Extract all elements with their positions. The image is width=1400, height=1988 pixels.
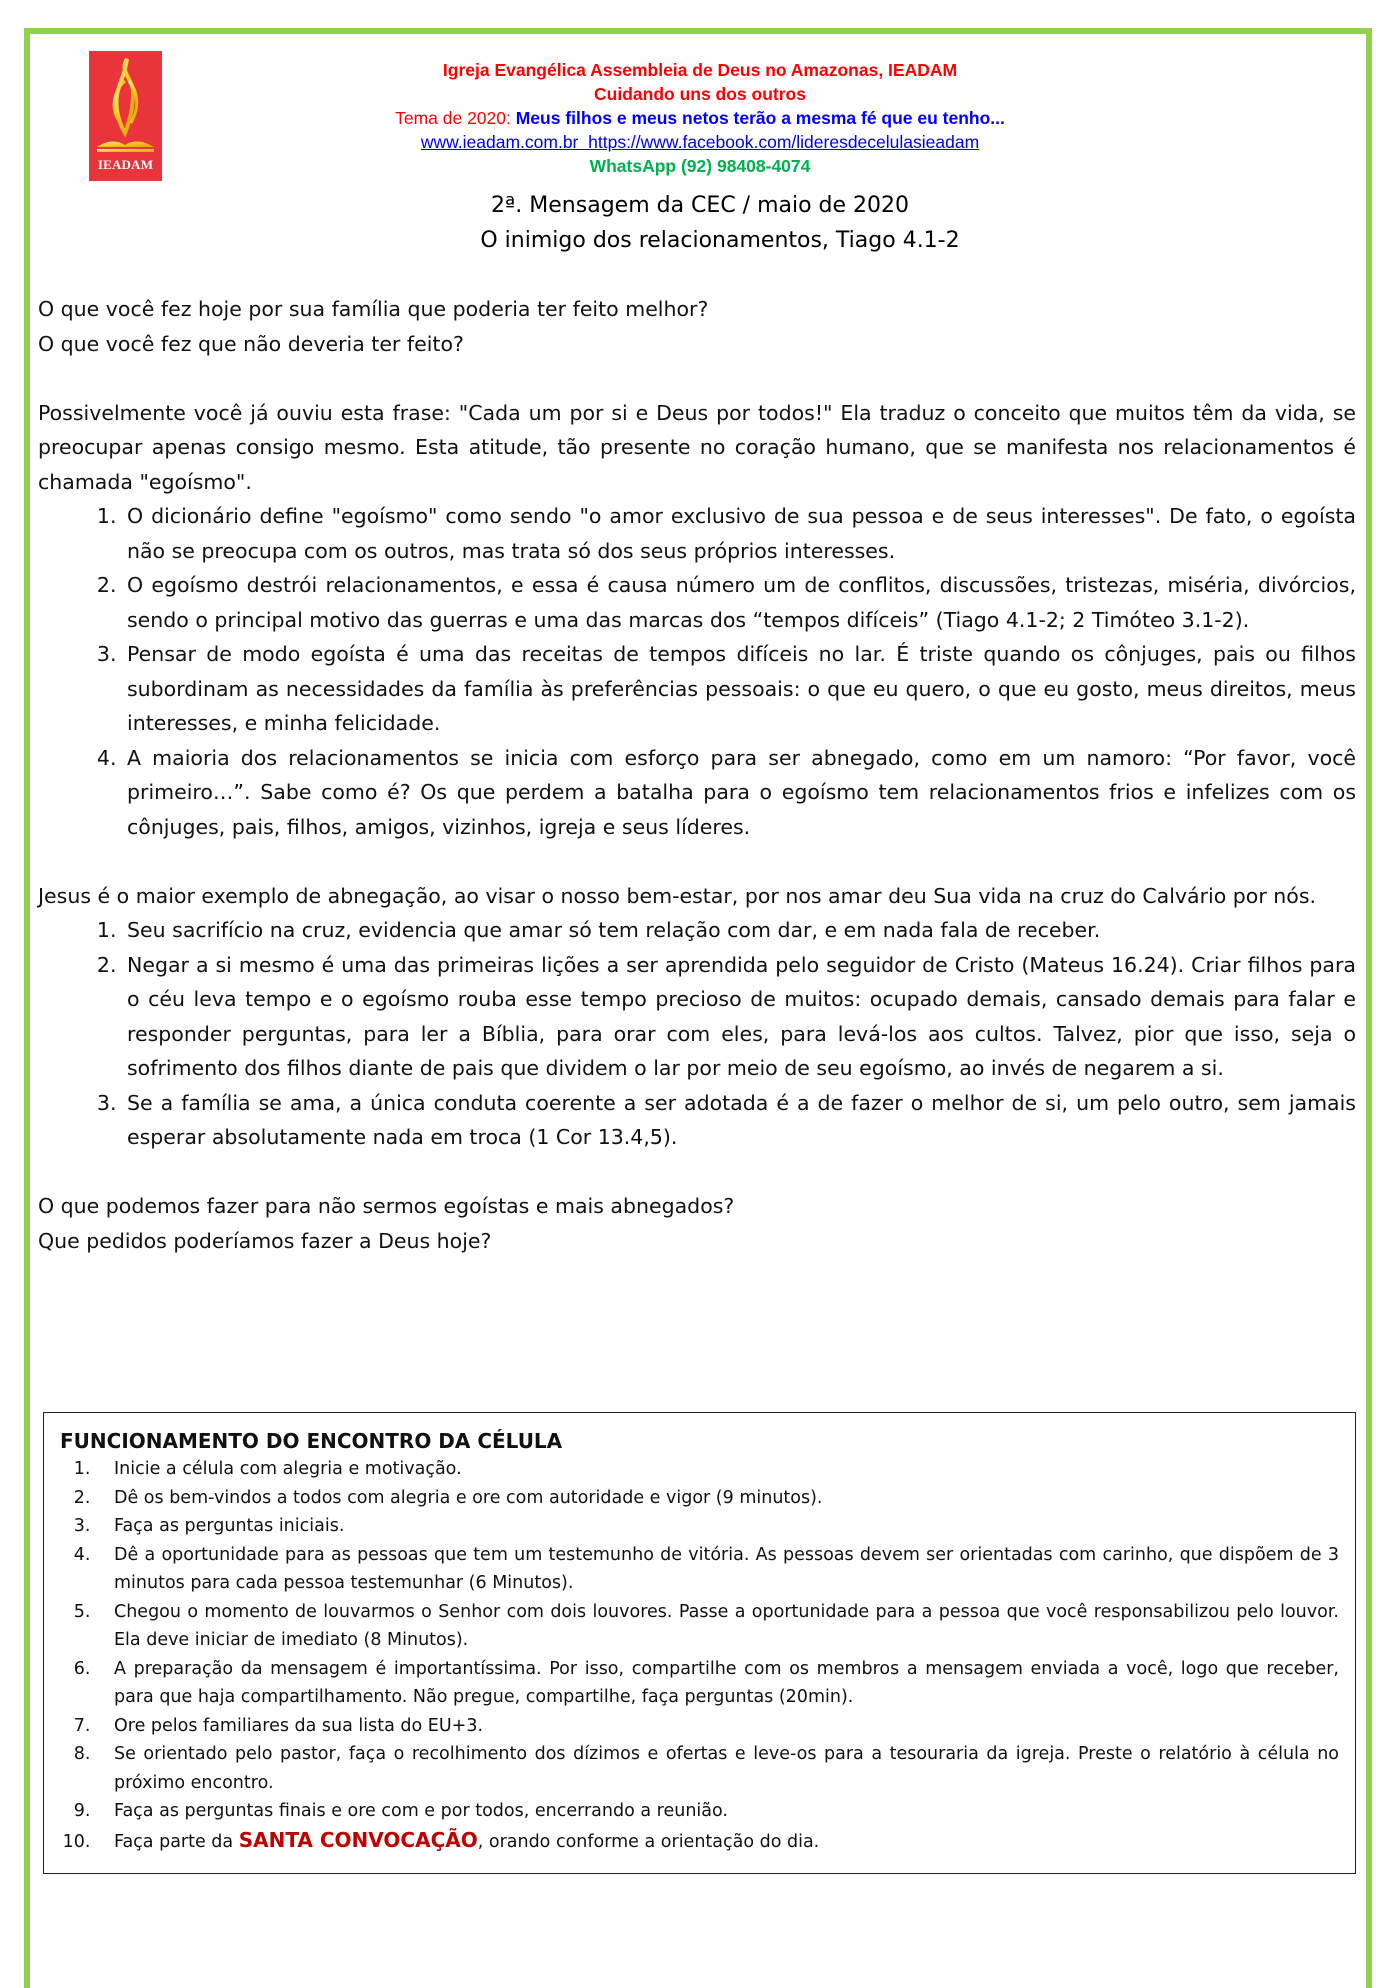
theme-line	[280, 106, 1120, 130]
list-item: 2. Dê os bem-vindos a todos com alegria e ore com autoridade e vigor (9 minutos).	[96, 1484, 1339, 1513]
list-item	[96, 1826, 1339, 1857]
intro-question-1: O que você fez hoje por sua família que poderia ter feito melhor?	[38, 297, 709, 321]
list-item: 4. Dê a oportunidade para as pessoas que tem um testemunho de vitória. As pessoas devem ser orientadas com carinho, que dispõem de 3 minutos para cada pessoa testemunhar (6 Minutos).	[96, 1541, 1339, 1598]
message-title: 2ª. Mensagem da CEC / maio de 2020	[490, 193, 910, 218]
list-item: 3. Faça as perguntas iniciais.	[96, 1512, 1339, 1541]
list-item: 9. Faça as perguntas finais e ore com e por todos, encerrando a reunião.	[96, 1797, 1339, 1826]
paragraph-egoism: Possivelmente você já ouviu esta frase: "Cada um por si e Deus por todos!" Ela traduz o conceito que muitos têm da vida, se preocupar apenas consigo mesmo. Esta atitude, tão presente no coração humano, que se manifesta nos relacionamentos é chamada "egoísmo".	[38, 400, 1356, 494]
egoism-list	[38, 499, 1356, 844]
meeting-steps-list	[60, 1455, 1339, 1856]
list-item: 1. Seu sacrifício na cruz, evidencia que amar só tem relação com dar, e em nada fala de receber.	[123, 913, 1356, 948]
message-body	[38, 292, 1356, 1258]
theme-text: Meus filhos e meus netos terão a mesma fé que eu tenho...	[515, 108, 1005, 128]
list-item: 4. A maioria dos relacionamentos se inicia com esforço para ser abnegado, como em um namoro: “Por favor, você primeiro…”. Sabe como é? Os que perdem a batalha para o egoísmo tem relacionamentos frios e infelizes com os cônjuges, pais, filhos, amigos, vizinhos, igreja e seus líderes.	[123, 741, 1356, 845]
item10-pre: Faça parte da	[114, 1831, 239, 1852]
list-item: 5. Chegou o momento de louvarmos o Senhor com dois louvores. Passe a oportunidade para a pessoa que você responsabilizou pelo louvor. Ela deve iniciar de imediato (8 Minutos).	[96, 1598, 1339, 1655]
abnegation-list	[38, 913, 1356, 1155]
intro-question-2: O que você fez que não deveria ter feito?	[38, 331, 464, 356]
santa-convocacao-highlight: SANTA CONVOCAÇÃO	[238, 1827, 478, 1852]
item10-post: , orando conforme a orientação do dia.	[477, 1831, 820, 1852]
motto: Cuidando uns dos outros	[594, 84, 806, 104]
list-item: 3. Se a família se ama, a única conduta coerente a ser adotada é a de fazer o melhor de si, um pelo outro, sem jamais esperar absolutamente nada em troca (1 Cor 13.4,5).	[123, 1086, 1356, 1155]
list-item: 3. Pensar de modo egoísta é uma das receitas de tempos difíceis no lar. É triste quando os cônjuges, pais ou filhos subordinam as necessidades da família às preferências pessoais: o que eu quero, o que eu gosto, meus direitos, meus interesses, e minha felicidade.	[123, 637, 1356, 741]
box-title: FUNCIONAMENTO DO ENCONTRO DA CÉLULA	[60, 1429, 563, 1453]
document-header	[280, 58, 1120, 178]
closing-question-1: O que podemos fazer para não sermos egoístas e mais abnegados?	[38, 1194, 735, 1218]
list-item: 1. O dicionário define "egoísmo" como sendo "o amor exclusivo de sua pessoa e de seus interesses". De fato, o egoísta não se preocupa com os outros, mas trata só dos seus próprios interesses.	[123, 499, 1356, 568]
ieadam-logo	[89, 51, 162, 181]
link-spacer	[578, 132, 588, 152]
closing-question-2: Que pedidos poderíamos fazer a Deus hoje?	[38, 1228, 492, 1253]
links-line	[280, 130, 1120, 154]
site-link[interactable]: www.ieadam.com.br	[420, 132, 579, 152]
list-item: 1. Inicie a célula com alegria e motivação.	[96, 1455, 1339, 1484]
logo-text: IEADAM	[97, 157, 154, 172]
list-item: 8. Se orientado pelo pastor, faça o recolhimento dos dízimos e ofertas e leve-os para a tesouraria da igreja. Preste o relatório à célula no próximo encontro.	[96, 1740, 1339, 1797]
theme-label: Tema de 2020:	[395, 108, 516, 128]
list-item: 6. A preparação da mensagem é importantíssima. Por isso, compartilhe com os membros a mensagem enviada a você, logo que receber, para que haja compartilhamento. Não pregue, compartilhe, faça perguntas (20min).	[96, 1655, 1339, 1712]
flame-book-icon	[89, 51, 162, 161]
church-name: Igreja Evangélica Assembleia de Deus no Amazonas, IEADAM	[442, 60, 958, 80]
list-item: 7. Ore pelos familiares da sua lista do EU+3.	[96, 1712, 1339, 1741]
paragraph-jesus: Jesus é o maior exemplo de abnegação, ao visar o nosso bem-estar, por nos amar deu Sua vida na cruz do Calvário por nós.	[38, 883, 1317, 908]
cell-meeting-box	[43, 1412, 1356, 1874]
message-subtitle: O inimigo dos relacionamentos, Tiago 4.1-2	[480, 228, 960, 253]
facebook-link[interactable]: https://www.facebook.com/lideresdecelulasieadam	[588, 132, 980, 152]
whatsapp-contact: WhatsApp (92) 98408-4074	[589, 156, 811, 176]
list-item: 2. O egoísmo destrói relacionamentos, e essa é causa número um de conflitos, discussões, tristezas, miséria, divórcios, sendo o principal motivo das guerras e uma das marcas dos “tempos difíceis” (Tiago 4.1-2; 2 Timóteo 3.1-2).	[123, 568, 1356, 637]
list-item: 2. Negar a si mesmo é uma das primeiras lições a ser aprendida pelo seguidor de Cristo (Mateus 16.24). Criar filhos para o céu leva tempo e o egoísmo rouba esse tempo precioso de muitos: ocupado demais, cansado demais para falar e responder perguntas, para ler a Bíblia, para orar com eles, para levá-los aos cultos. Talvez, pior que isso, seja o sofrimento dos filhos diante de pais que dividem o lar por meio de seu egoísmo, ao invés de negarem a si.	[123, 948, 1356, 1086]
